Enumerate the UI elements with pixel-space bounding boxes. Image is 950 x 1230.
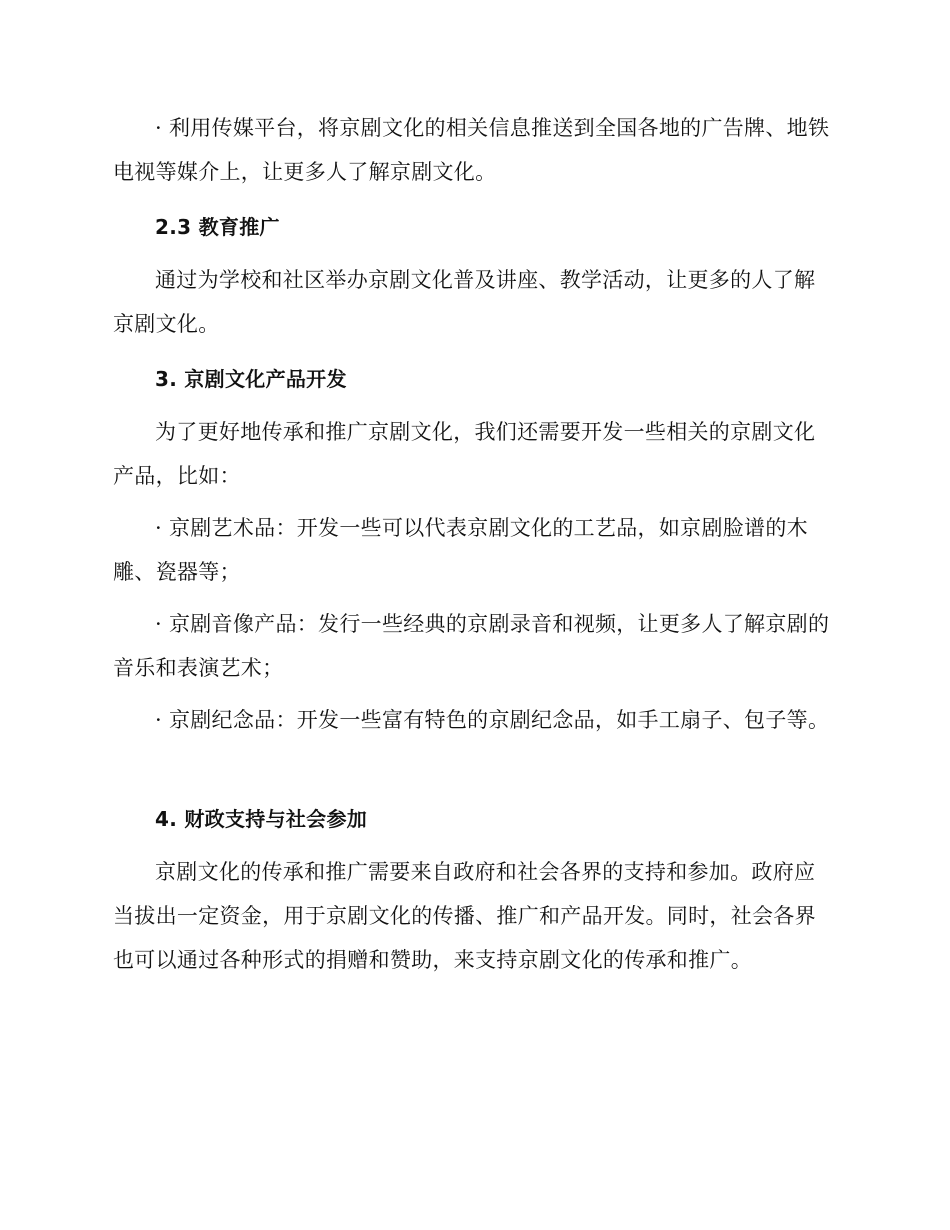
paragraph-product-intro: 为了更好地传承和推广京剧文化，我们还需要开发一些相关的京剧文化产品，比如： bbox=[113, 420, 816, 488]
heading-3-product-development: 3. 京剧文化产品开发 bbox=[155, 367, 347, 391]
heading-4-financial-support: 4. 财政支持与社会参加 bbox=[155, 807, 368, 831]
paragraph-media-platform: · 利用传媒平台，将京剧文化的相关信息推送到全国各地的广告牌、地铁电视等媒介上，让更多人了解京剧文化。 bbox=[113, 116, 830, 184]
paragraph-financial-support: 京剧文化的传承和推广需要来自政府和社会各界的支持和参加。政府应当拔出一定资金，用于京剧文化的传播、推广和产品开发。同时，社会各界也可以通过各种形式的捐赠和赞助，来支持京剧文化的传承和推广。 bbox=[113, 860, 816, 972]
paragraph-education: 通过为学校和社区举办京剧文化普及讲座、教学活动，让更多的人了解京剧文化。 bbox=[113, 268, 816, 336]
list-item-souvenir: · 京剧纪念品：开发一些富有特色的京剧纪念品，如手工扇子、包子等。 bbox=[155, 708, 830, 732]
list-item-audio-video: · 京剧音像产品：发行一些经典的京剧录音和视频，让更多人了解京剧的音乐和表演艺术； bbox=[113, 612, 830, 680]
heading-2-3-education: 2.3 教育推广 bbox=[155, 215, 280, 239]
list-item-artwork: · 京剧艺术品：开发一些可以代表京剧文化的工艺品，如京剧脸谱的木雕、瓷器等； bbox=[113, 516, 808, 584]
